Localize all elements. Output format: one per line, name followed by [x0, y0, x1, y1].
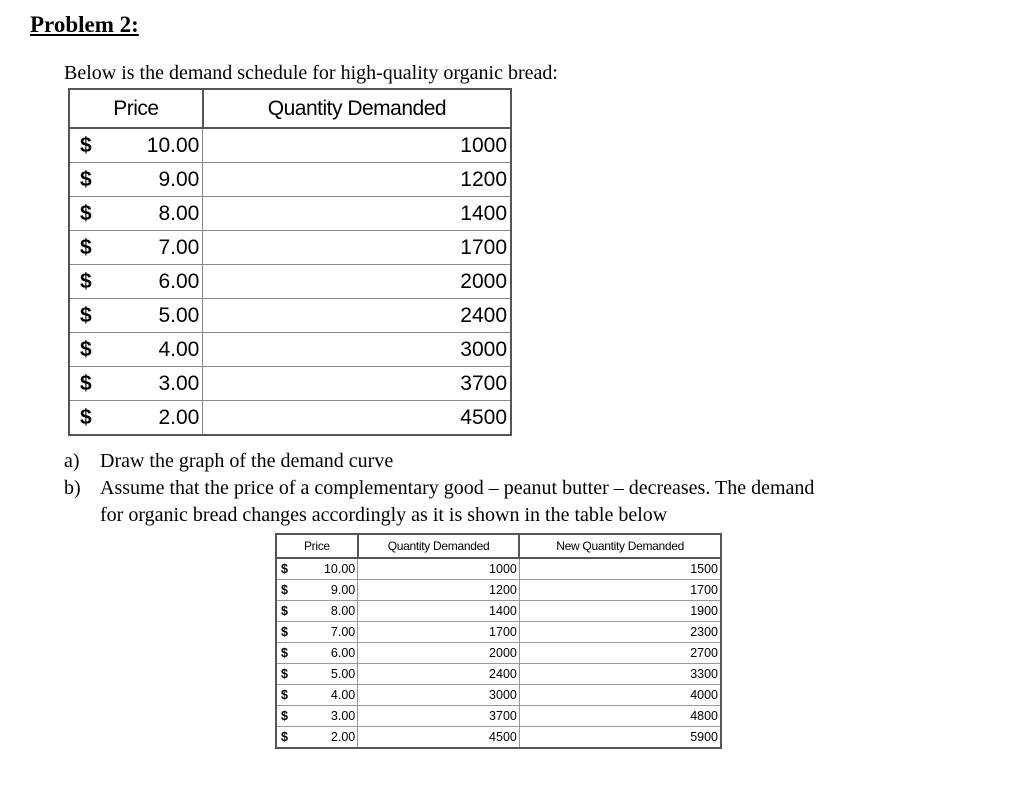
new-quantity-cell: 5900: [519, 727, 721, 749]
question-b-line2: for organic bread changes accordingly as it is shown in the table below: [100, 504, 668, 526]
demand-schedule-table: [68, 88, 512, 436]
quantity-cell: 1200: [203, 163, 511, 197]
currency-symbol: $: [69, 367, 103, 401]
price-cell: 5.00: [103, 299, 203, 333]
price-cell: 6.00: [103, 265, 203, 299]
quantity-cell: 1700: [358, 622, 520, 643]
price-cell: 10.00: [303, 558, 358, 580]
quantity-cell: 1000: [203, 128, 511, 163]
currency-symbol: $: [276, 643, 303, 664]
currency-symbol: $: [69, 163, 103, 197]
price-cell: 2.00: [303, 727, 358, 749]
new-quantity-cell: 1900: [519, 601, 721, 622]
currency-symbol: $: [69, 333, 103, 367]
question-b: [64, 475, 984, 529]
price-cell: 7.00: [103, 231, 203, 265]
quantity-cell: 1400: [358, 601, 520, 622]
table-row: [69, 163, 511, 197]
price-cell: 7.00: [303, 622, 358, 643]
header-price: Price: [276, 534, 358, 558]
quantity-cell: 2000: [203, 265, 511, 299]
currency-symbol: $: [276, 664, 303, 685]
quantity-cell: 4500: [203, 401, 511, 436]
currency-symbol: $: [69, 401, 103, 436]
question-b-line1: Assume that the price of a complementary good – peanut butter – decreases. The demand: [100, 477, 815, 499]
price-cell: 10.00: [103, 128, 203, 163]
quantity-cell: 3000: [358, 685, 520, 706]
currency-symbol: $: [276, 685, 303, 706]
currency-symbol: $: [276, 580, 303, 601]
header-quantity-demanded: Quantity Demanded: [203, 89, 511, 128]
question-a-label: a): [64, 450, 80, 472]
quantity-cell: 1400: [203, 197, 511, 231]
question-a: [64, 448, 393, 475]
header-quantity-demanded: Quantity Demanded: [358, 534, 520, 558]
new-quantity-cell: 2300: [519, 622, 721, 643]
currency-symbol: $: [276, 727, 303, 749]
price-cell: 3.00: [303, 706, 358, 727]
header-price: Price: [69, 89, 203, 128]
table-row: [276, 643, 721, 664]
table-row: [69, 333, 511, 367]
currency-symbol: $: [69, 299, 103, 333]
table-row: [69, 401, 511, 436]
price-cell: 6.00: [303, 643, 358, 664]
table-row: [69, 197, 511, 231]
currency-symbol: $: [276, 622, 303, 643]
quantity-cell: 2400: [358, 664, 520, 685]
new-quantity-cell: 4000: [519, 685, 721, 706]
question-b-label: b): [64, 477, 81, 499]
new-quantity-cell: 1700: [519, 580, 721, 601]
table-header-row: [69, 89, 511, 128]
currency-symbol: $: [69, 265, 103, 299]
header-new-quantity-demanded: New Quantity Demanded: [519, 534, 721, 558]
currency-symbol: $: [69, 197, 103, 231]
question-a-text: Draw the graph of the demand curve: [100, 450, 394, 472]
table-header-row: [276, 534, 721, 558]
quantity-cell: 1000: [358, 558, 520, 580]
quantity-cell: 2400: [203, 299, 511, 333]
table-row: [69, 367, 511, 401]
problem-title: Problem 2:: [30, 12, 139, 37]
currency-symbol: $: [276, 601, 303, 622]
quantity-cell: 3700: [203, 367, 511, 401]
table-row: [276, 558, 721, 580]
table-row: [276, 622, 721, 643]
table-row: [276, 685, 721, 706]
price-cell: 3.00: [103, 367, 203, 401]
quantity-cell: 3000: [203, 333, 511, 367]
quantity-cell: 1700: [203, 231, 511, 265]
table-row: [69, 299, 511, 333]
quantity-cell: 4500: [358, 727, 520, 749]
currency-symbol: $: [276, 558, 303, 580]
currency-symbol: $: [276, 706, 303, 727]
price-cell: 4.00: [103, 333, 203, 367]
quantity-cell: 2000: [358, 643, 520, 664]
table-row: [276, 727, 721, 749]
new-quantity-cell: 3300: [519, 664, 721, 685]
price-cell: 8.00: [103, 197, 203, 231]
price-cell: 9.00: [303, 580, 358, 601]
table-row: [69, 265, 511, 299]
new-quantity-cell: 4800: [519, 706, 721, 727]
currency-symbol: $: [69, 231, 103, 265]
price-cell: 2.00: [103, 401, 203, 436]
price-cell: 8.00: [303, 601, 358, 622]
new-demand-schedule-table: [275, 533, 722, 749]
quantity-cell: 1200: [358, 580, 520, 601]
table-row: [276, 580, 721, 601]
new-quantity-cell: 1500: [519, 558, 721, 580]
table-row: [69, 231, 511, 265]
quantity-cell: 3700: [358, 706, 520, 727]
table-row: [69, 128, 511, 163]
table-row: [276, 664, 721, 685]
price-cell: 9.00: [103, 163, 203, 197]
currency-symbol: $: [69, 128, 103, 163]
price-cell: 5.00: [303, 664, 358, 685]
table-row: [276, 601, 721, 622]
table-row: [276, 706, 721, 727]
new-quantity-cell: 2700: [519, 643, 721, 664]
price-cell: 4.00: [303, 685, 358, 706]
intro-text: Below is the demand schedule for high-quality organic bread:: [64, 62, 558, 84]
